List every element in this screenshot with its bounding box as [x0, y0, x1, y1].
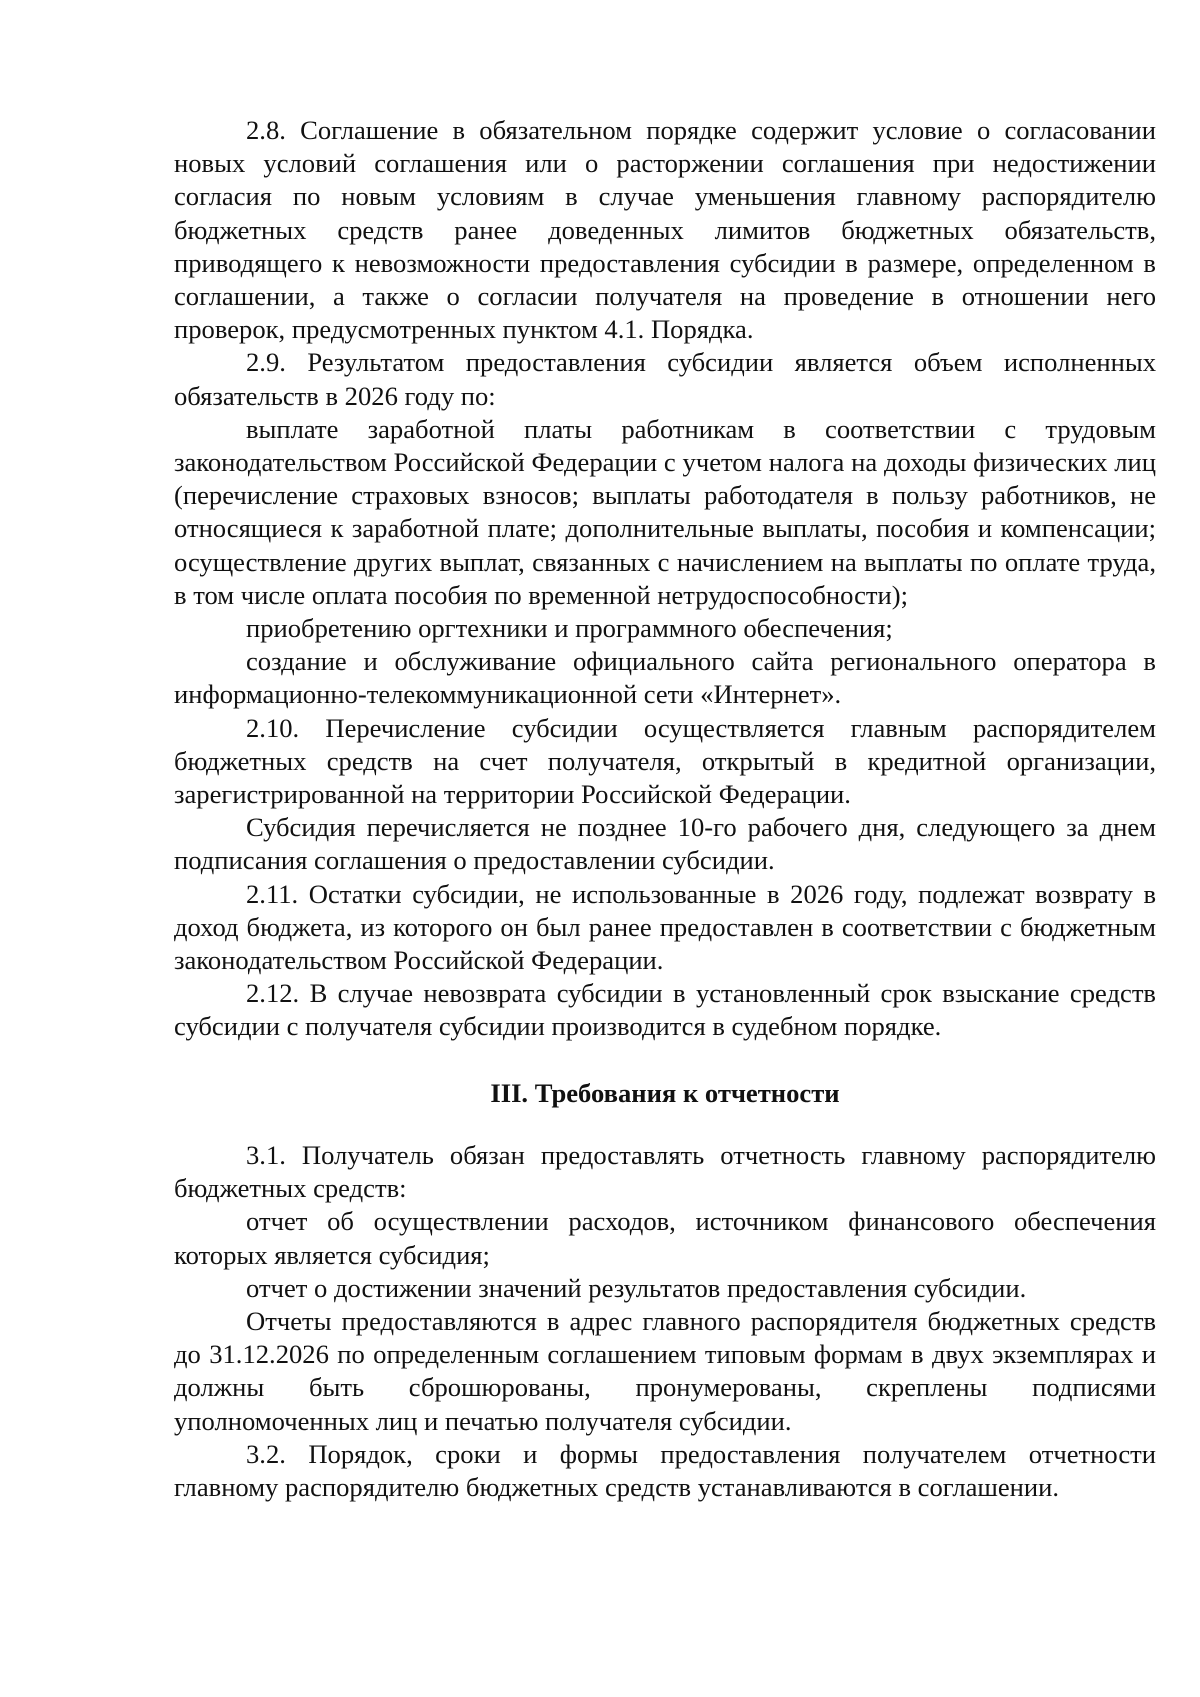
paragraph-number: 2.10. — [246, 712, 300, 743]
paragraph-number: 2.9. — [246, 347, 286, 378]
paragraph-text: Перечисление субсидии осуществляется главным распорядителем бюджетных средств на счет получателя, открытый в кредитной организации, зарегистрированной на территории Российской Федерации. — [174, 712, 1156, 810]
paragraph-text: Результатом предоставления субсидии является объем исполненных обязательств в 2026 году по: — [174, 347, 1157, 411]
paragraph-text: Соглашение в обязательном порядке содержит условие о согласовании новых условий соглашения или о расторжении соглашения при недостижении согласия по новым условиям в случае уменьшения главному распорядителю бюджетных средств ранее доведенных лимитов бюджетных обязательств, приводящего к невозможности предоставления субсидии в размере, определенном в соглашении, а также о согласии получателя на проведение в отношении него проверок, предусмотренных пунктом 4.1. Порядка. — [174, 115, 1156, 345]
paragraph-3-1 — [174, 1139, 1156, 1205]
list-item-results-report: отчет о достижении значений результатов предоставления субсидии. — [246, 1272, 1027, 1303]
list-item-expense-report: отчет об осуществлении расходов, источником финансового обеспечения которых является субсидия; — [174, 1206, 1156, 1270]
spacer — [174, 1110, 1156, 1139]
list-item-wages: выплате заработной платы работникам в соответствии с трудовым законодательством Российской Федерации с учетом налога на доходы физических лиц (перечисление страховых взносов; выплаты работодателя в пользу работников, не относящиеся к заработной плате; дополнительные выплаты, пособия и компенсации; осуществление других выплат, связанных с начислением на выплаты по оплате труда, в том числе оплата пособия по временной нетрудоспособности); — [174, 413, 1156, 610]
list-item-website: создание и обслуживание официального сайта регионального оператора в информационно-телекоммуникационной сети «Интернет». — [174, 646, 1156, 710]
paragraph-2-11 — [174, 878, 1156, 978]
paragraph-text: Порядок, сроки и формы предоставления получателем отчетности главному распорядителю бюджетных средств устанавливаются в соглашении. — [174, 1438, 1156, 1502]
paragraph-number: 2.8. — [246, 115, 286, 145]
paragraph-number: 3.2. — [246, 1438, 286, 1469]
paragraph-number: 2.12. — [246, 978, 300, 1009]
paragraph-2-9 — [174, 346, 1156, 412]
paragraph-2-12 — [174, 977, 1156, 1043]
section-heading: III. Требования к отчетности — [490, 1077, 840, 1108]
paragraph-text: В случае невозврата субсидии в установленный срок взыскание средств субсидии с получателя субсидии производится в судебном порядке. — [174, 978, 1156, 1042]
list-item-equipment: приобретению оргтехники и программного обеспечения; — [246, 613, 893, 644]
paragraph-3-1-report-submission: Отчеты предоставляются в адрес главного распорядителя бюджетных средств до 31.12.2026 по определенным соглашением типовым формам в двух экземплярах и должны быть сброшюрованы, пронумерованы, скреплены подписями уполномоченных лиц и печатью получателя субсидии. — [174, 1305, 1156, 1436]
paragraph-2-10-transfer-term: Субсидия перечисляется не позднее 10-го рабочего дня, следующего за днем подписания соглашения о предоставлении субсидии. — [174, 812, 1156, 876]
document-page — [174, 114, 1156, 1504]
paragraph-number: 2.11. — [246, 878, 299, 909]
paragraph-2-8 — [174, 114, 1156, 346]
spacer — [174, 1044, 1156, 1077]
paragraph-text: Остатки субсидии, не использованные в 2026 году, подлежат возврату в доход бюджета, из которого он был ранее предоставлен в соответствии с бюджетным законодательством Российской Федерации. — [174, 878, 1157, 976]
paragraph-text: Получатель обязан предоставлять отчетность главному распорядителю бюджетных средств: — [174, 1139, 1156, 1204]
paragraph-2-10 — [174, 712, 1156, 812]
paragraph-3-2 — [174, 1438, 1156, 1504]
paragraph-number: 3.1. — [246, 1139, 286, 1170]
